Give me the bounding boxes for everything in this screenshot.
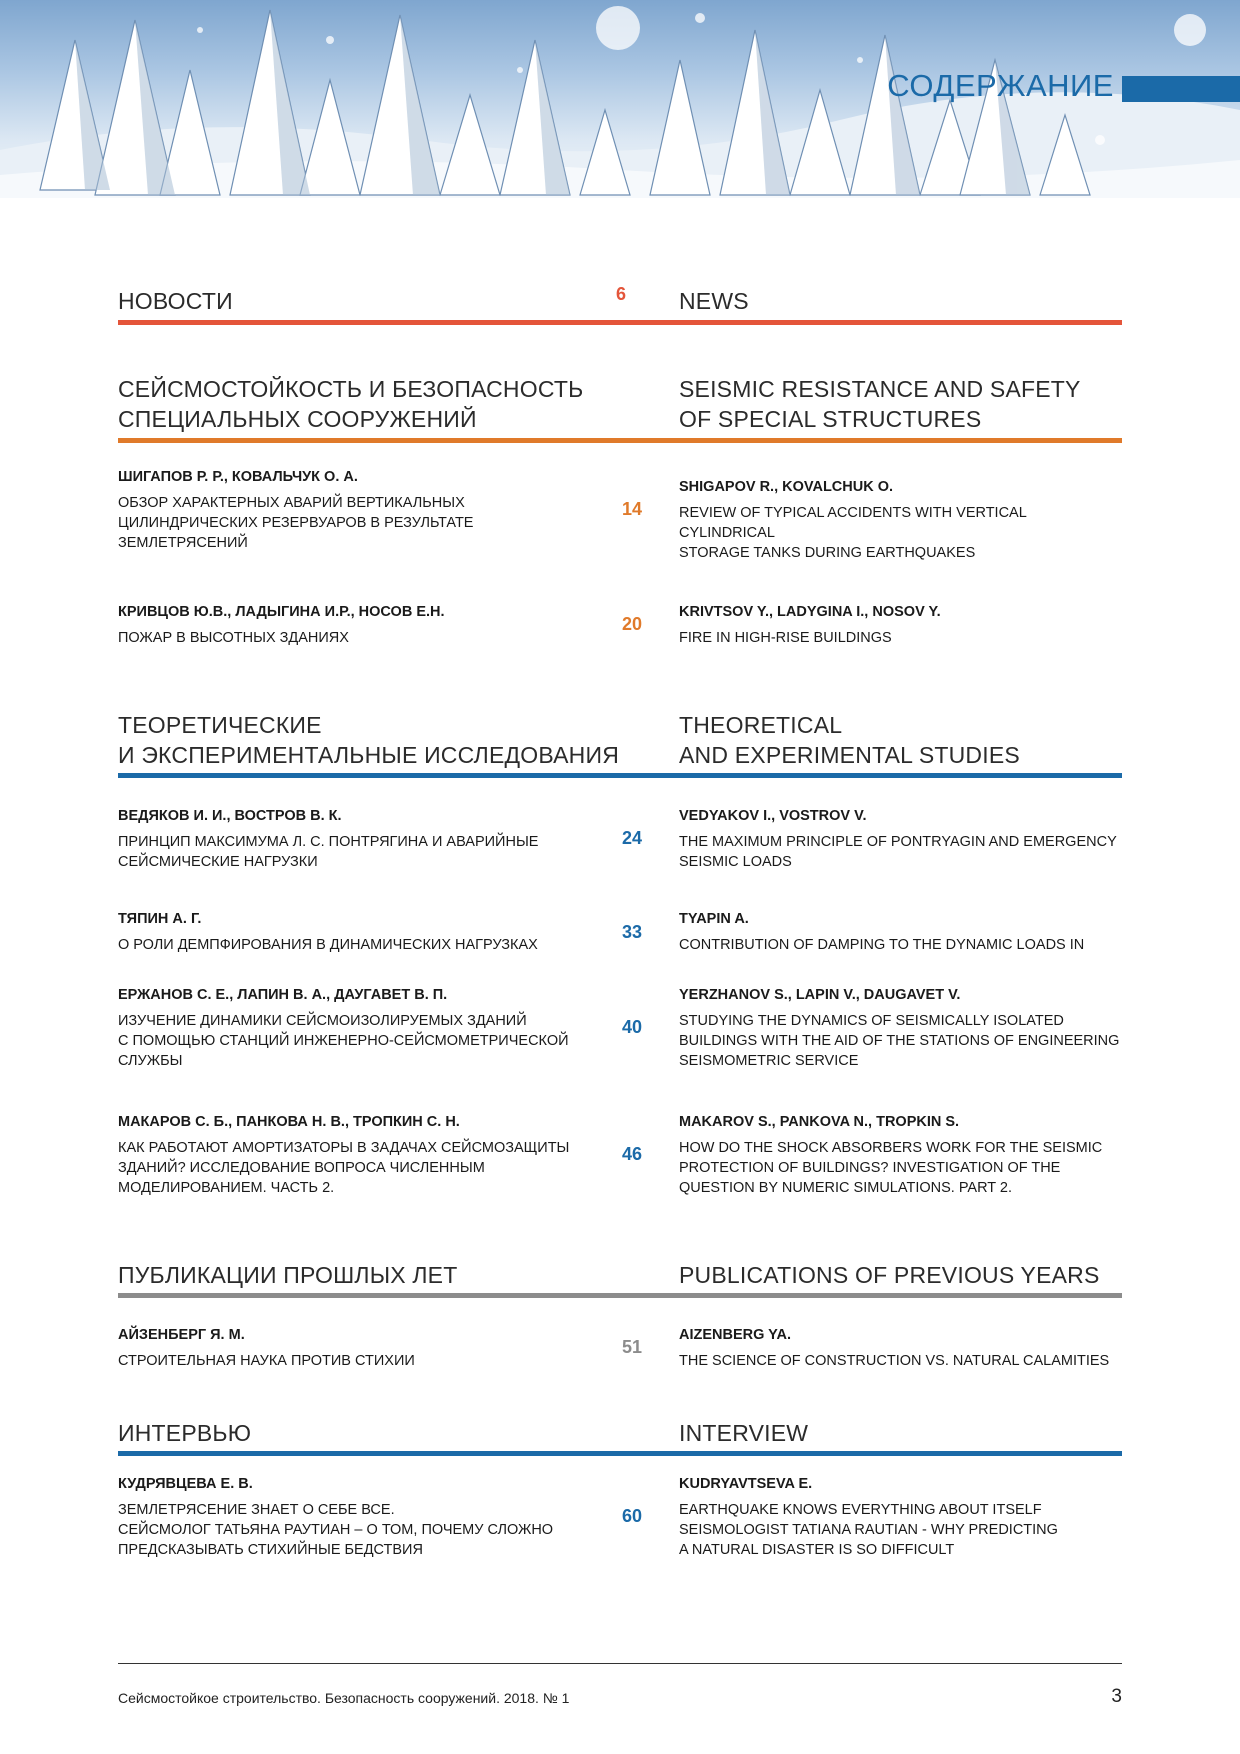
authors-ru: ШИГАПОВ Р. Р., КОВАЛЬЧУК О. А. [118,469,358,485]
article-title-ru[interactable]: ПРИНЦИП МАКСИМУМА Л. С. ПОНТРЯГИНА И АВАРИЙНЫЕ СЕЙСМИЧЕСКИЕ НАГРУЗКИ [118,834,539,870]
article-title-en[interactable]: EARTHQUAKE KNOWS EVERYTHING ABOUT ITSELF SEISMOLOGIST TATIANA RAUTIAN - WHY PREDICTING A NATURAL DISASTER IS SO DIFFICULT [679,1502,1058,1558]
section-title-ru: СЕЙСМОСТОЙКОСТЬ И БЕЗОПАСНОСТЬ СПЕЦИАЛЬНЫХ СООРУЖЕНИЙ [118,376,584,432]
page-number[interactable]: 60 [622,1506,643,1526]
section-title-ru: ИНТЕРВЬЮ [118,1420,252,1446]
authors-en: KUDRYAVTSEVA E. [679,1476,813,1492]
footer-page-number: 3 [1111,1686,1122,1707]
page-number[interactable]: 46 [622,1144,643,1164]
article-title-ru[interactable]: СТРОИТЕЛЬНАЯ НАУКА ПРОТИВ СТИХИИ [118,1353,415,1369]
section-rule [118,773,1122,778]
authors-ru: КУДРЯВЦЕВА Е. В. [118,1476,253,1492]
authors-en: AIZENBERG YA. [679,1327,791,1343]
section-rule [118,320,1122,325]
entry-ru [118,1112,588,1198]
entry-ru [118,909,588,955]
section-title-en: THEORETICAL AND EXPERIMENTAL STUDIES [679,712,1020,768]
authors-en: VEDYAKOV I., VOSTROV V. [679,808,867,824]
section-title-en: INTERVIEW [679,1420,809,1446]
page-number[interactable]: 20 [622,614,643,634]
title-accent-bar [1122,76,1240,102]
article-title-en[interactable]: CONTRIBUTION OF DAMPING TO THE DYNAMIC LOADS IN [679,937,1085,953]
entry-en [679,477,1122,563]
entry-en [679,1325,1122,1371]
footer-rule [118,1663,1122,1664]
authors-en: YERZHANOV S., LAPIN V., DAUGAVET V. [679,987,961,1003]
article-title-en[interactable]: HOW DO THE SHOCK ABSORBERS WORK FOR THE SEISMIC PROTECTION OF BUILDINGS? INVESTIGATION OF THE QUESTION BY NUMERIC SIMULATIONS. PART 2. [679,1140,1103,1196]
page-number[interactable]: 24 [622,828,643,848]
authors-ru: АЙЗЕНБЕРГ Я. М. [118,1327,245,1343]
entry-en [679,806,1122,872]
article-title-ru[interactable]: ЗЕМЛЕТРЯСЕНИЕ ЗНАЕТ О СЕБЕ ВСЕ. СЕЙСМОЛОГ ТАТЬЯНА РАУТИАН – О ТОМ, ПОЧЕМУ СЛОЖНО ПРЕДСКАЗЫВАТЬ СТИХИЙНЫЕ БЕДСТВИЯ [118,1502,554,1558]
article-title-ru[interactable]: ИЗУЧЕНИЕ ДИНАМИКИ СЕЙСМОИЗОЛИРУЕМЫХ ЗДАНИЙ С ПОМОЩЬЮ СТАНЦИЙ ИНЖЕНЕРНО-СЕЙСМОМЕТРИЧЕСКОЙ СЛУЖБЫ [118,1013,569,1069]
section-title-en: SEISMIC RESISTANCE AND SAFETY OF SPECIAL STRUCTURES [679,376,1081,432]
footer-journal: Сейсмостойкое строительство. Безопасность сооружений. 2018. № 1 [118,1690,570,1706]
entry-en [679,1474,1122,1560]
entry-en [679,1112,1122,1198]
section-title-ru: ТЕОРЕТИЧЕСКИЕ И ЭКСПЕРИМЕНТАЛЬНЫЕ ИССЛЕДОВАНИЯ [118,712,620,768]
page-title: СОДЕРЖАНИЕ [887,68,1114,103]
article-title-en[interactable]: THE MAXIMUM PRINCIPLE OF PONTRYAGIN AND EMERGENCY SEISMIC LOADS [679,834,1117,870]
page-number[interactable]: 40 [622,1017,643,1037]
entry-ru [118,985,588,1071]
section-rule [118,1293,1122,1298]
article-title-ru[interactable]: КАК РАБОТАЮТ АМОРТИЗАТОРЫ В ЗАДАЧАХ СЕЙСМОЗАЩИТЫ ЗДАНИЙ? ИССЛЕДОВАНИЕ ВОПРОСА ЧИСЛЕННЫМ МОДЕЛИРОВАНИЕМ. ЧАСТЬ 2. [118,1140,570,1196]
authors-en: TYAPIN A. [679,911,749,927]
authors-ru: МАКАРОВ С. Б., ПАНКОВА Н. В., ТРОПКИН С. Н. [118,1114,460,1130]
authors-ru: КРИВЦОВ Ю.В., ЛАДЫГИНА И.Р., НОСОВ Е.Н. [118,604,445,620]
article-title-ru[interactable]: О РОЛИ ДЕМПФИРОВАНИЯ В ДИНАМИЧЕСКИХ НАГРУЗКАХ [118,937,538,953]
entry-en [679,602,1122,648]
page-number[interactable]: 51 [622,1337,643,1357]
article-title-en[interactable]: FIRE IN HIGH-RISE BUILDINGS [679,630,892,646]
entry-ru [118,1325,588,1371]
page-number[interactable]: 33 [622,922,643,942]
section-title-ru: ПУБЛИКАЦИИ ПРОШЛЫХ ЛЕТ [118,1262,458,1288]
authors-ru: ВЕДЯКОВ И. И., ВОСТРОВ В. К. [118,808,342,824]
entry-ru [118,1474,588,1560]
article-title-en[interactable]: REVIEW OF TYPICAL ACCIDENTS WITH VERTICAL CYLINDRICAL STORAGE TANKS DURING EARTHQUAKES [679,505,1027,561]
entry-ru [118,806,588,872]
page-number[interactable]: 14 [622,499,643,519]
section-page-number[interactable]: 6 [616,284,627,304]
authors-ru: ТЯПИН А. Г. [118,911,202,927]
article-title-ru[interactable]: ОБЗОР ХАРАКТЕРНЫХ АВАРИЙ ВЕРТИКАЛЬНЫХ ЦИЛИНДРИЧЕСКИХ РЕЗЕРВУАРОВ В РЕЗУЛЬТАТЕ ЗЕМЛЕТРЯСЕНИЙ [118,495,474,551]
authors-en: MAKAROV S., PANKOVA N., TROPKIN S. [679,1114,960,1130]
article-title-en[interactable]: STUDYING THE DYNAMICS OF SEISMICALLY ISOLATED BUILDINGS WITH THE AID OF THE STATIONS OF ENGINEERING SEISMOMETRIC SERVICE [679,1013,1120,1069]
section-title-en: NEWS [679,288,749,314]
authors-ru: ЕРЖАНОВ С. Е., ЛАПИН В. А., ДАУГАВЕТ В. П. [118,987,448,1003]
article-title-en[interactable]: THE SCIENCE OF CONSTRUCTION VS. NATURAL CALAMITIES [679,1353,1110,1369]
entry-en [679,985,1122,1071]
article-title-ru[interactable]: ПОЖАР В ВЫСОТНЫХ ЗДАНИЯХ [118,630,349,646]
entry-ru [118,467,588,553]
section-title-ru: НОВОСТИ [118,288,233,314]
authors-en: SHIGAPOV R., KOVALCHUK O. [679,479,894,495]
section-rule [118,1451,1122,1456]
section-title-en: PUBLICATIONS OF PREVIOUS YEARS [679,1262,1100,1288]
authors-en: KRIVTSOV Y., LADYGINA I., NOSOV Y. [679,604,941,620]
entry-ru [118,602,588,648]
entry-en [679,909,1122,955]
section-rule [118,438,1122,443]
